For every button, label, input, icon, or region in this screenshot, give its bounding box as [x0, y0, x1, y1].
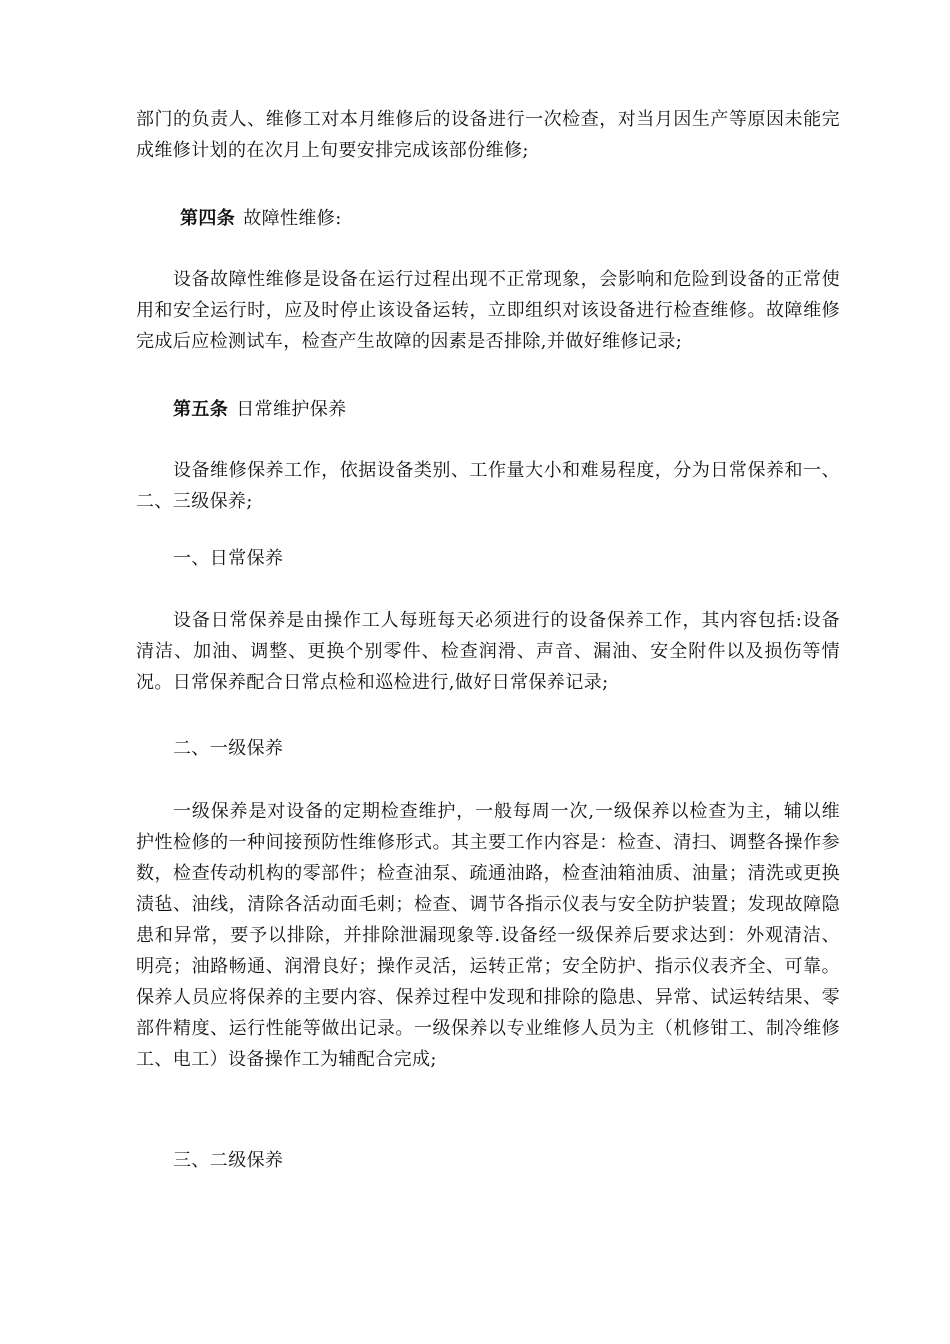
article-4-title: 故障性维修: [243, 208, 342, 229]
paragraph-maintenance-levels: 设备维修保养工作，依据设备类别、工作量大小和难易程度，分为日常保养和一、二、三级保养; [136, 460, 840, 512]
subheading-level-1-maintenance: 二、一级保养 [173, 738, 284, 759]
article-5-heading [173, 394, 840, 425]
article-4-label: 第四条 [180, 208, 236, 229]
article-5-label: 第五条 [173, 399, 229, 420]
article-4-heading [180, 203, 840, 234]
subheading-level-2-maintenance: 三、二级保养 [173, 1150, 284, 1171]
paragraph-daily-maintenance: 设备日常保养是由操作工人每班每天必须进行的设备保养工作，其内容包括:设备清洁、加油、调整、更换个别零件、检查润滑、声音、漏油、安全附件以及损伤等情况。日常保养配合日常点检和巡检进行,做好日常保养记录; [136, 610, 840, 693]
article-5-title: 日常维护保养 [236, 399, 347, 420]
subheading-daily-maintenance: 一、日常保养 [173, 548, 284, 569]
paragraph-level-1-maintenance: 一级保养是对设备的定期检查维护，一般每周一次,一级保养以检查为主，辅以维护性检修的一种间接预防性维修形式。其主要工作内容是：检查、清扫、调整各操作参数，检查传动机构的零部件；检查油泵、疏通油路，检查油箱油质、油量；清洗或更换渍毡、油线，清除各活动面毛刺；检查、调节各指示仪表与安全防护装置；发现故障隐患和异常，要予以排除，并排除泄漏现象等.设备经一级保养后要求达到：外观清洁、明亮；油路畅通、润滑良好；操作灵活，运转正常；安全防护、指示仪表齐全、可靠。保养人员应将保养的主要内容、保养过程中发现和排除的隐患、异常、试运转结果、零部件精度、运行性能等做出记录。一级保养以专业维修人员为主（机修钳工、制冷维修工、电工）设备操作工为辅配合完成; [136, 801, 840, 1070]
paragraph-monthly-inspection: 部门的负责人、维修工对本月维修后的设备进行一次检查，对当月因生产等原因未能完成维修计划的在次月上旬要安排完成该部份维修; [136, 109, 840, 161]
paragraph-fault-repair: 设备故障性维修是设备在运行过程出现不正常现象，会影响和危险到设备的正常使用和安全运行时，应及时停止该设备运转，立即组织对该设备进行检查维修。故障维修完成后应检测试车，检查产生故障的因素是否排除,并做好维修记录; [136, 269, 840, 352]
